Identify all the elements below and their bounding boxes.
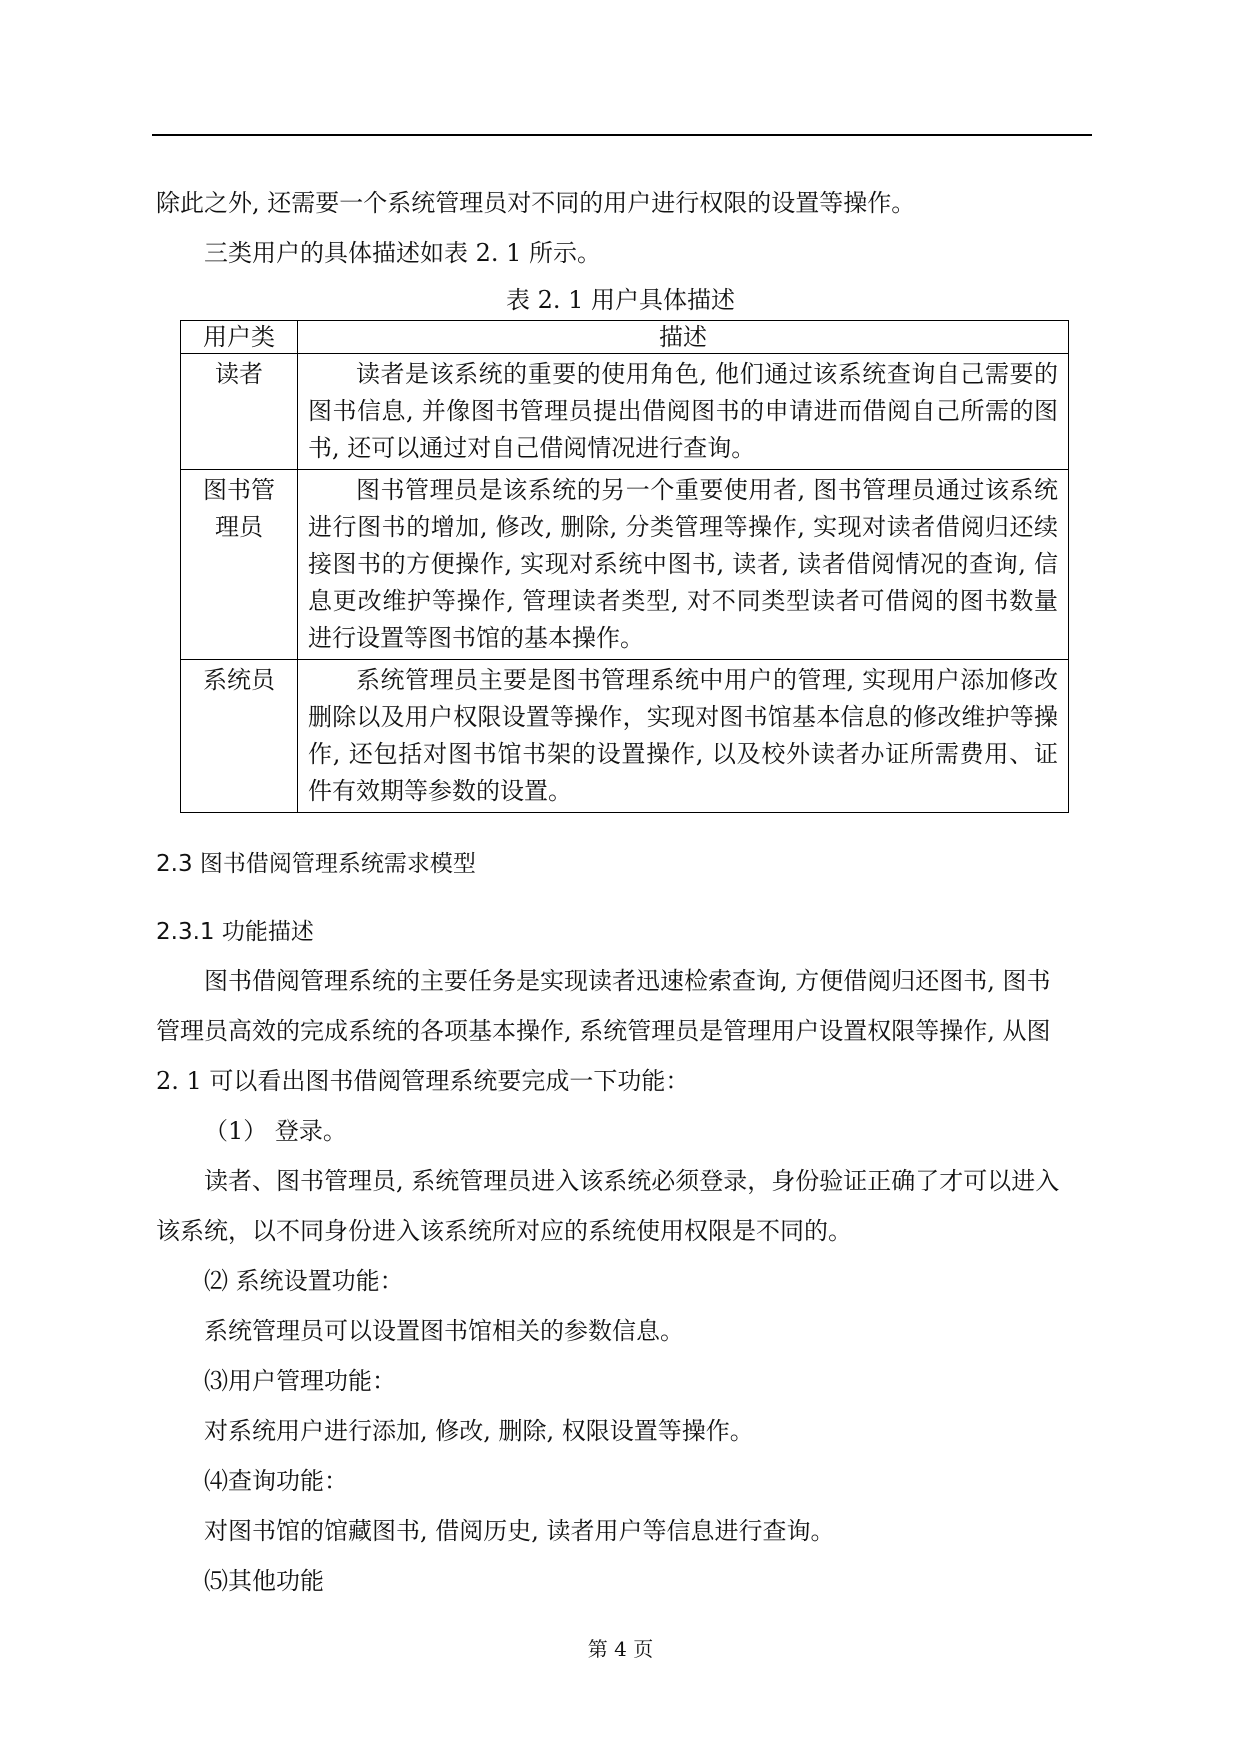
table-row: [181, 660, 1069, 813]
table-header-row: [181, 321, 1069, 354]
paragraph: 管理员高效的完成系统的各项基本操作, 系统管理员是管理用户设置权限等操作, 从图: [156, 1017, 1051, 1045]
list-item: （1） 登录。: [204, 1117, 347, 1145]
column-header: 用户类: [181, 321, 298, 354]
row-category: 系统员: [181, 660, 298, 813]
paragraph: 2. 1 可以看出图书借阅管理系统要完成一下功能：: [156, 1067, 690, 1095]
column-header: 描述: [298, 321, 1069, 354]
header-rule: [152, 134, 1092, 136]
list-item: ⑶用户管理功能：: [204, 1367, 396, 1395]
table-row: [181, 354, 1069, 470]
list-item: ⑸其他功能: [204, 1567, 324, 1595]
paragraph: 对图书馆的馆藏图书, 借阅历史, 读者用户等信息进行查询。: [204, 1517, 835, 1545]
row-category: 读者: [181, 354, 298, 470]
paragraph: 图书借阅管理系统的主要任务是实现读者迅速检索查询, 方便借阅归还图书, 图书: [204, 967, 1051, 995]
paragraph: 除此之外, 还需要一个系统管理员对不同的用户进行权限的设置等操作。: [156, 189, 916, 217]
subsection-heading: 2.3.1 功能描述: [156, 919, 314, 945]
paragraph: 系统管理员可以设置图书馆相关的参数信息。: [204, 1317, 684, 1345]
paragraph: 三类用户的具体描述如表 2. 1 所示。: [204, 239, 602, 267]
user-description-table: [180, 320, 1069, 813]
section-heading: 2.3 图书借阅管理系统需求模型: [156, 851, 476, 877]
table-row: [181, 470, 1069, 660]
list-item: ⑵ 系统设置功能：: [204, 1267, 404, 1295]
row-description: 图书管理员是该系统的另一个重要使用者, 图书管理员通过该系统进行图书的增加, 修改, 删除, 分类管理等操作, 实现对读者借阅归还续接图书的方便操作, 实现对系统中图书, 读者, 读者借阅情况的查询, 信息更改维护等操作, 管理读者类型, 对不同类型读者可借阅的图书数量进行设置等图书馆的基本操作。: [298, 470, 1069, 660]
page-number: 第 4 页: [587, 1637, 654, 1661]
row-category: 图书管理员: [181, 470, 298, 660]
row-description: 系统管理员主要是图书管理系统中用户的管理, 实现用户添加修改删除以及用户权限设置等操作，实现对图书馆基本信息的修改维护等操作, 还包括对图书馆书架的设置操作, 以及校外读者办证所需费用、证件有效期等参数的设置。: [298, 660, 1069, 813]
paragraph: 对系统用户进行添加, 修改, 删除, 权限设置等操作。: [204, 1417, 754, 1445]
paragraph: 读者、图书管理员, 系统管理员进入该系统必须登录，身份验证正确了才可以进入: [204, 1167, 1060, 1195]
paragraph: 该系统，以不同身份进入该系统所对应的系统使用权限是不同的。: [156, 1217, 852, 1245]
table-caption: 表 2. 1 用户具体描述: [505, 286, 736, 314]
row-description: 读者是该系统的重要的使用角色, 他们通过该系统查询自己需要的图书信息, 并像图书管理员提出借阅图书的申请进而借阅自己所需的图书, 还可以通过对自己借阅情况进行查询。: [298, 354, 1069, 470]
list-item: ⑷查询功能：: [204, 1467, 348, 1495]
